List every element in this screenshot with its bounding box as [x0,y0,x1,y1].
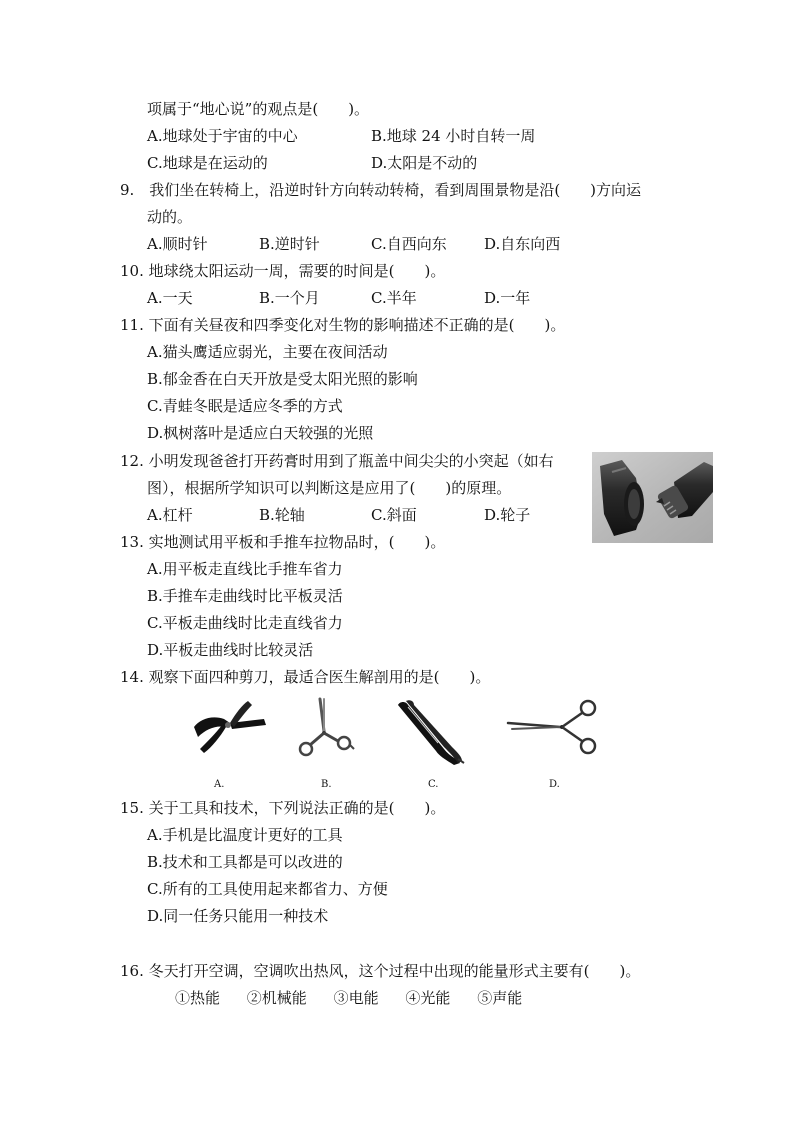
surgical-scissors-image [506,697,598,761]
q12-option-c: C.斜面 [371,506,417,524]
hair-scissors-image [294,697,356,763]
q11-option-c: C.青蛙冬眠是适应冬季的方式 [147,397,343,415]
q13-option-a: A.用平板走直线比手推车省力 [147,560,343,578]
q10-option-d: D.一年 [484,289,531,307]
q8-option-a: A.地球处于宇宙的中心 [147,127,298,145]
thread-snips-image [392,697,468,767]
q8-option-c: C.地球是在运动的 [147,154,268,172]
q16-option-3: ③电能 [333,989,379,1007]
q9-option-b: B.逆时针 [259,235,320,253]
pruning-shears-image [190,697,268,757]
q13-option-d: D.平板走曲线时比较灵活 [147,641,314,659]
q9-option-c: C.自西向东 [371,235,447,253]
q10-option-b: B.一个月 [259,289,320,307]
q8-option-d: D.太阳是不动的 [371,154,478,172]
q12-stem: 12. 小明发现爸爸打开药膏时用到了瓶盖中间尖尖的小突起（如右 [120,452,554,470]
q12-option-b: B.轮轴 [259,506,305,524]
q15-option-b: B.技术和工具都是可以改进的 [147,853,343,871]
q16-option-5: ⑤声能 [477,989,523,1007]
q15-option-c: C.所有的工具使用起来都省力、方便 [147,880,388,898]
q12-option-a: A.杠杆 [147,506,193,524]
q8-stem: 项属于“地心说”的观点是( )。 [147,100,370,118]
q9-stem: 9. 我们坐在转椅上，沿逆时针方向转动转椅，看到周围景物是沿( )方向运 [120,181,642,199]
q16-option-4: ④光能 [405,989,451,1007]
q11-option-d: D.枫树落叶是适应白天较强的光照 [147,424,374,442]
q14-caption-b: B. [321,779,332,790]
q13-option-b: B.手推车走曲线时比平板灵活 [147,587,343,605]
q15-option-d: D.同一任务只能用一种技术 [147,907,329,925]
ointment-cap-photo [592,452,713,543]
q14-caption-c: C. [428,779,439,790]
q12-stem-cont: 图），根据所学知识可以判断这是应用了( )的原理。 [147,479,512,497]
q16-option-1: ①热能 [175,989,221,1007]
q13-stem: 13. 实地测试用平板和手推车拉物品时，( )。 [120,533,446,551]
q10-option-c: C.半年 [371,289,417,307]
q11-stem: 11. 下面有关昼夜和四季变化对生物的影响描述不正确的是( )。 [120,316,566,334]
q10-stem: 10. 地球绕太阳运动一周，需要的时间是( )。 [120,262,446,280]
q16-stem: 16. 冬天打开空调，空调吹出热风，这个过程中出现的能量形式主要有( )。 [120,962,641,980]
q14-stem: 14. 观察下面四种剪刀，最适合医生解剖用的是( )。 [120,668,491,686]
q9-option-d: D.自东向西 [484,235,561,253]
q9-stem-cont: 动的。 [147,208,193,226]
q14-caption-a: A. [214,779,225,790]
q10-option-a: A.一天 [147,289,193,307]
q11-option-b: B.郁金香在白天开放是受太阳光照的影响 [147,370,418,388]
q12-option-d: D.轮子 [484,506,531,524]
q8-option-b: B.地球 24 小时自转一周 [371,127,536,145]
q16-option-2: ②机械能 [246,989,307,1007]
q15-stem: 15. 关于工具和技术，下列说法正确的是( )。 [120,799,446,817]
q15-option-a: A.手机是比温度计更好的工具 [147,826,343,844]
q11-option-a: A.猫头鹰适应弱光，主要在夜间活动 [147,343,388,361]
q9-option-a: A.顺时针 [147,235,208,253]
q16-options [175,988,544,1008]
q14-caption-d: D. [549,779,560,790]
q13-option-c: C.平板走曲线时比走直线省力 [147,614,343,632]
